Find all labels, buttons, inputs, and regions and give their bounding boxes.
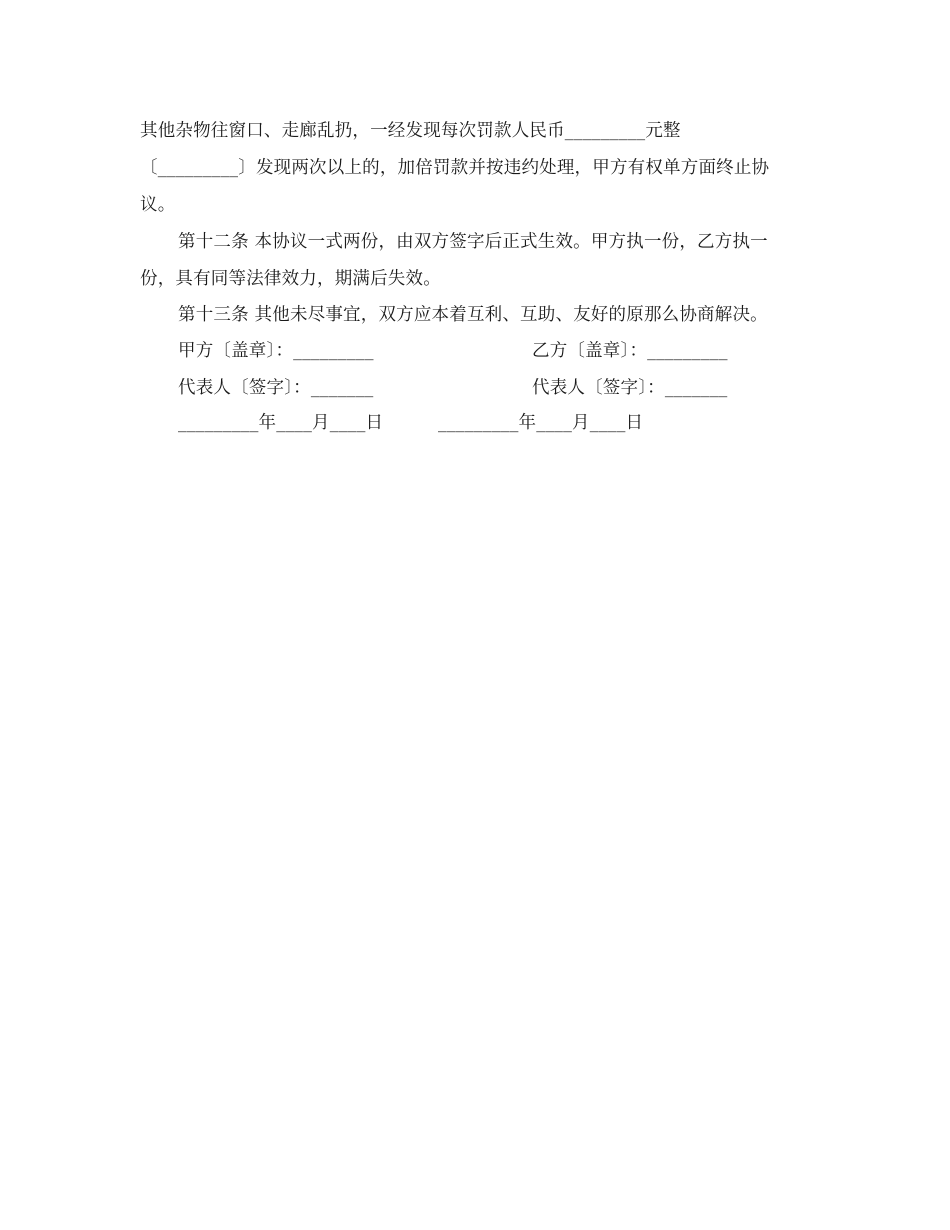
party-b-rep-field: 代表人〔签字〕：_______: [532, 378, 728, 398]
party-b-date-field: _________年____月____日: [438, 413, 644, 433]
para12-line1: 第十二条 本协议一式两份，由双方签字后正式生效。甲方执一份，乙方执一: [178, 232, 768, 252]
party-a-seal-field: 甲方〔盖章〕：_________: [178, 341, 374, 361]
party-a-rep-field: 代表人〔签字〕：_______: [178, 378, 374, 398]
para11-line1: 其他杂物往窗口、走廊乱扔，一经发现每次罚款人民币_________元整: [140, 121, 681, 141]
para12-line2: 份，具有同等法律效力，期满后失效。: [140, 269, 441, 289]
para11-line2: 〔_________〕发现两次以上的，加倍罚款并按违约处理，甲方有权单方面终止协: [140, 158, 770, 178]
party-a-date-field: _________年____月____日: [178, 413, 384, 433]
para13-line1: 第十三条 其他未尽事宜，双方应本着互利、互助、友好的原那么协商解决。: [178, 305, 768, 325]
para11-line3: 议。: [140, 195, 176, 215]
party-b-seal-field: 乙方〔盖章〕：_________: [532, 341, 728, 361]
